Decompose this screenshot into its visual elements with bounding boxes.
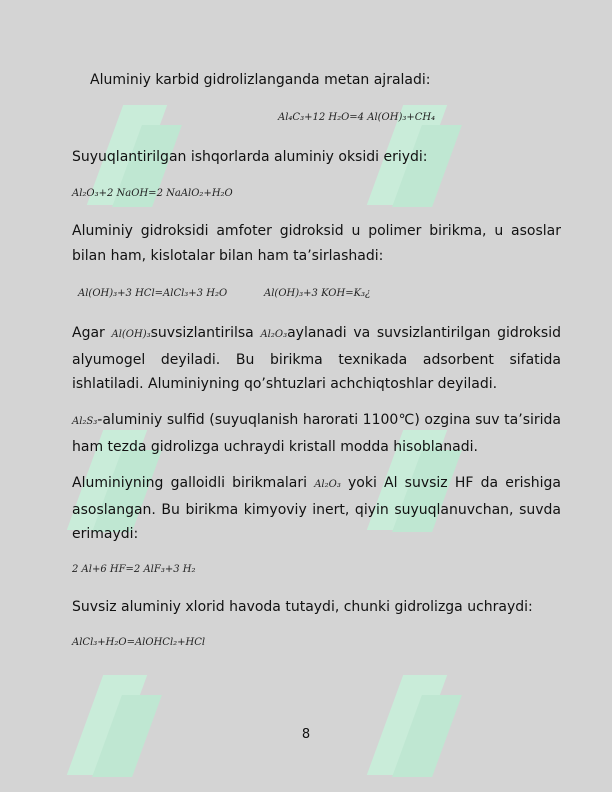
watermark-logo bbox=[85, 635, 285, 785]
paragraph-5-text: -aluminiy sulfid (suyuqlanish harorati 1100℃) ozgina suv ta’sirida ham tezda gidrolizga uchraydi kristall modda hisoblanadi. bbox=[72, 412, 561, 455]
paragraph-4-text-c: aylanadi va suvsizlantirilgan gidroksid alyumogel deyiladi. Bu birikma texnikada adsorbent sifatida ishlatiladi. Aluminiyning qo’shtuzlari achchiqtoshlar deyiladi. bbox=[72, 325, 561, 392]
watermark-logo bbox=[385, 635, 585, 785]
equation-4: 2 Al+6 HF=2 AlF₃+3 H₂ bbox=[72, 564, 196, 575]
page-number: 8 bbox=[301, 727, 311, 742]
paragraph-6-text-b: yoki Al suvsiz HF da erishiga asoslangan. Bu birikma kimyoviy inert, qiyin suyuqlanuvchan, suvda erimaydi: bbox=[72, 475, 561, 542]
formula-aluminium-oxide-2: Al₂O₃ bbox=[314, 479, 341, 490]
paragraph-3: Aluminiy gidroksidi amfoter gidroksid u polimer birikma, u asoslar bilan ham, kislotalar bilan ham ta’sirlashadi: bbox=[72, 223, 561, 264]
equation-2: Al₂O₃+2 NaOH=2 NaAlO₂+H₂O bbox=[72, 188, 233, 199]
paragraph-6 bbox=[72, 471, 561, 547]
paragraph-4-text-b: suvsizlantirilsa bbox=[150, 325, 261, 341]
paragraph-7: Suvsiz aluminiy xlorid havoda tutaydi, chunki gidrolizga uchraydi: bbox=[72, 599, 533, 615]
paragraph-6-text-a: Aluminiyning galloidli birikmalari bbox=[72, 475, 315, 491]
equation-3b: Al(OH)₃+3 KOH=K₃¿ bbox=[264, 288, 371, 299]
paragraph-2: Suyuqlantirilgan ishqorlarda aluminiy oksidi eriydi: bbox=[72, 149, 428, 165]
formula-aluminium-hydroxide: Al(OH)₃ bbox=[111, 329, 151, 340]
paragraph-4-text-a: Agar bbox=[72, 325, 112, 341]
equation-1: Al₄C₃+12 H₂O=4 Al(OH)₃+CH₄ bbox=[278, 112, 436, 123]
equation-3a: Al(OH)₃+3 HCl=AlCl₃+3 H₂O bbox=[78, 288, 228, 299]
paragraph-1: Aluminiy karbid gidrolizlanganda metan ajraladi: bbox=[90, 72, 431, 88]
paragraph-4 bbox=[72, 321, 561, 397]
paragraph-5 bbox=[72, 408, 561, 459]
equation-5: AlCl₃+H₂O=AlOHCl₂+HCl bbox=[72, 637, 206, 648]
formula-aluminium-oxide: Al₂O₃ bbox=[260, 329, 288, 340]
formula-aluminium-sulfide: Al₂S₃ bbox=[72, 416, 98, 427]
